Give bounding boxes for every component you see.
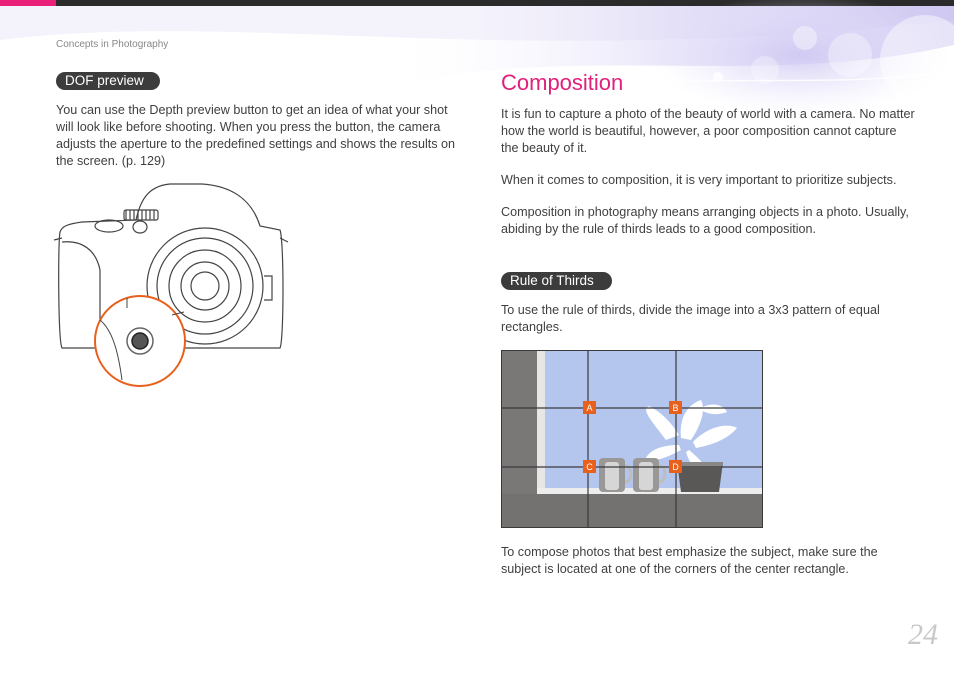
page-number: 24: [908, 618, 938, 651]
composition-paragraph-1: It is fun to capture a photo of the beauty of world with a camera. No matter how the world is beautiful, however, a poor composition cannot capture the beauty of it.: [501, 107, 915, 155]
grid-point-b: [669, 401, 682, 414]
grid-point-c: [583, 460, 596, 473]
rule-of-thirds-illustration: [501, 350, 763, 528]
composition-paragraph-3: Composition in photography means arranging objects in a photo. Usually, abiding by the rule of thirds leads to a good composition.: [501, 205, 909, 236]
grid-point-d: [669, 460, 682, 473]
dof-preview-heading: DOF preview: [56, 72, 160, 90]
section-label: Concepts in Photography: [56, 39, 169, 50]
dof-button-icon: [132, 333, 148, 349]
rule-of-thirds-heading: Rule of Thirds: [501, 272, 612, 290]
svg-text:A: A: [586, 403, 593, 413]
composition-paragraph-2: When it comes to composition, it is very important to prioritize subjects.: [501, 173, 897, 187]
dof-paragraph: You can use the Depth preview button to get an idea of what your shot will look like before shooting. When you press the button, the camera adjusts the aperture to the predefined settings and shows the results on the screen. (p. 129): [56, 103, 456, 168]
svg-text:C: C: [586, 462, 593, 472]
svg-text:D: D: [672, 462, 679, 472]
page-title: Composition: [501, 70, 624, 95]
rule-of-thirds-paragraph: To use the rule of thirds, divide the image into a 3x3 pattern of equal rectangles.: [501, 303, 880, 334]
grid-point-a: [583, 401, 596, 414]
subject-placement-paragraph: To compose photos that best emphasize the subject, make sure the subject is located at one of the corners of the center rectangle.: [501, 545, 878, 576]
camera-illustration: [52, 180, 292, 390]
svg-text:B: B: [672, 403, 679, 413]
